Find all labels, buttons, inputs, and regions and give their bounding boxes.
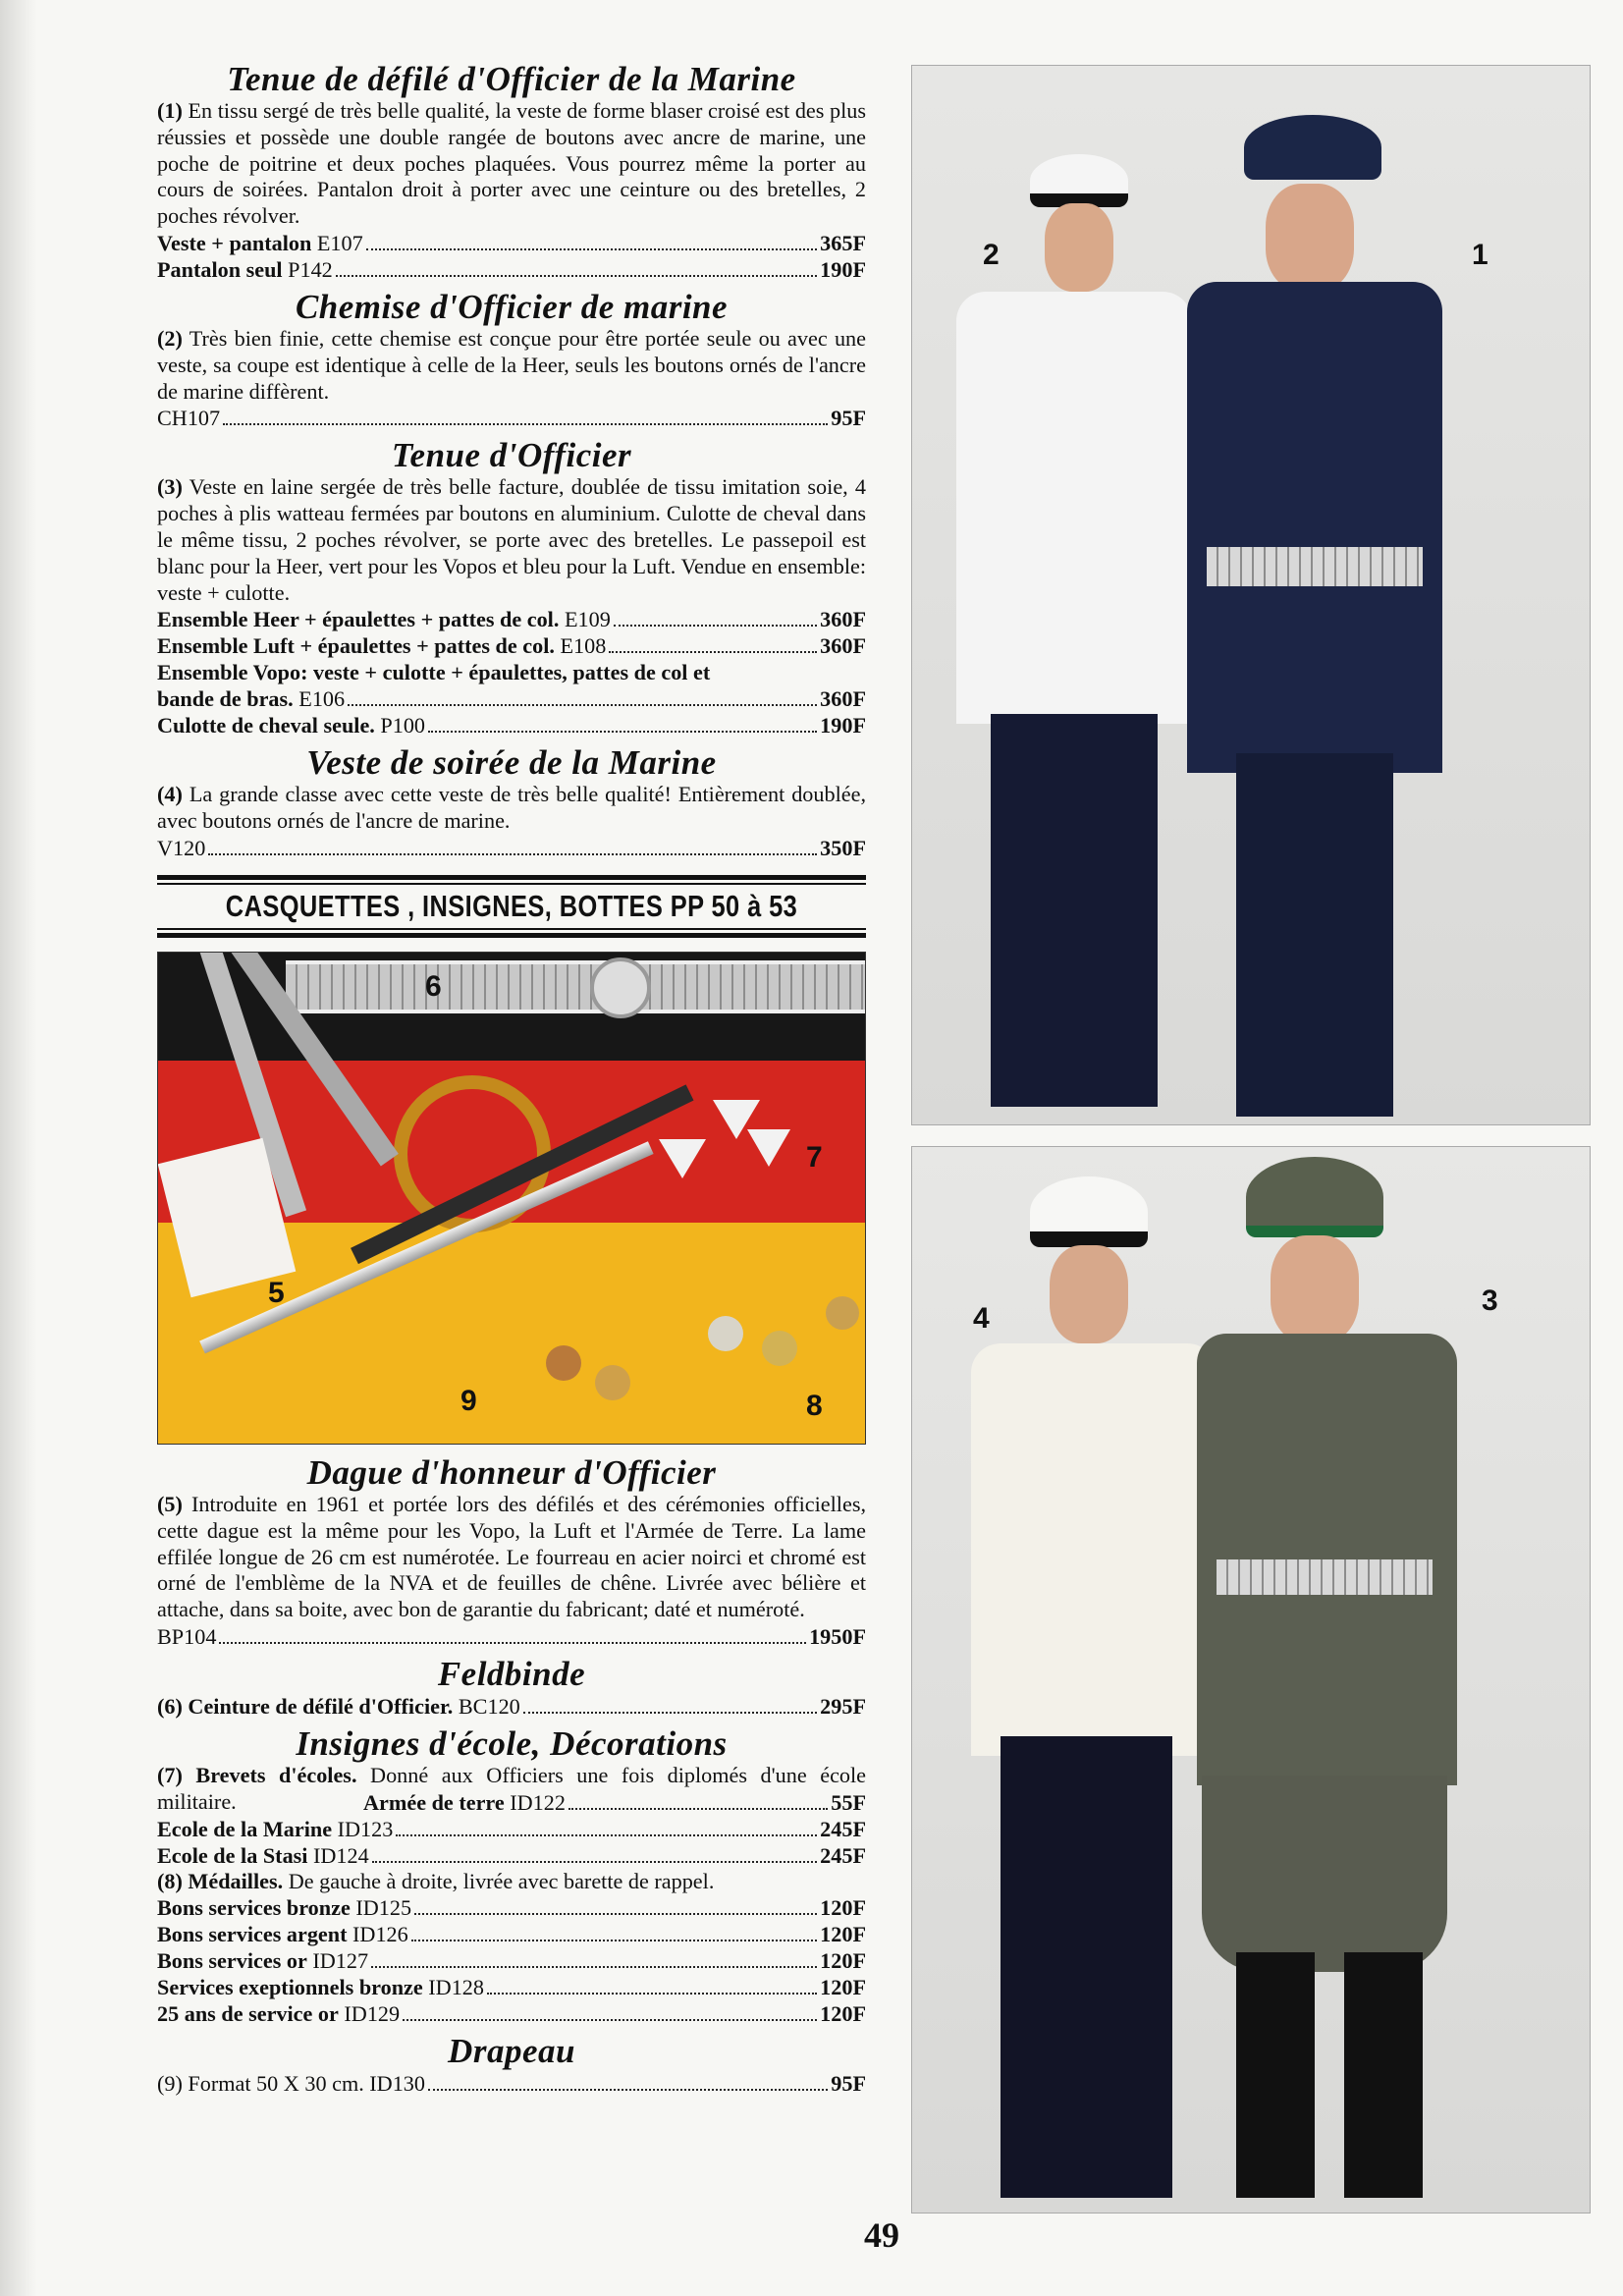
- buckle-graphic: [590, 957, 651, 1018]
- navy-cap-graphic: [1244, 115, 1381, 180]
- cross-reference-banner: [157, 875, 866, 938]
- price-line: Ensemble Heer + épaulettes + pattes de col. E109 360F: [157, 607, 866, 632]
- section-insignes: [157, 1725, 866, 2027]
- trousers-graphic: [1001, 1736, 1172, 2198]
- price-line: Ensemble Vopo: veste + culotte + épaulettes, pattes de col et bande de bras. E106 360F: [157, 660, 866, 712]
- price-line: 25 ans de service or ID129 120F: [157, 2001, 866, 2027]
- section-feldbinde: [157, 1656, 866, 1720]
- medal-graphic: [546, 1345, 581, 1381]
- price-line: V120 350F: [157, 835, 866, 860]
- belt-graphic: [1207, 547, 1423, 586]
- section-dague: [157, 1454, 866, 1650]
- price-line: Ecole de la Marine ID123 245F: [157, 1816, 866, 1841]
- section-title: Drapeau: [448, 2032, 575, 2071]
- price-line: (9) Format 50 X 30 cm. ID130 95F: [157, 2071, 866, 2097]
- text-column: [157, 61, 866, 2103]
- section-veste-soiree: [157, 744, 866, 861]
- white-shirt-graphic: [956, 292, 1192, 724]
- price-line: Bons services argent ID126 120F: [157, 1922, 866, 1947]
- section-text: (4) La grande classe avec cette veste de très belle qualité! Entièrement doublée, avec boutons ornés de l'ancre de marine.: [157, 782, 866, 834]
- section-title: Dague d'honneur d'Officier: [306, 1452, 717, 1492]
- page-gutter: [0, 0, 37, 2296]
- medal-graphic: [595, 1365, 630, 1400]
- item-label: 1: [1472, 239, 1488, 271]
- price-line: CH107 95F: [157, 406, 866, 431]
- white-cap-graphic: [1030, 154, 1128, 207]
- white-cap-graphic: [1030, 1176, 1148, 1247]
- item-label: 7: [806, 1140, 823, 1174]
- item-label: 8: [806, 1389, 823, 1422]
- medal-graphic: [762, 1331, 797, 1366]
- badge-graphic: [747, 1129, 790, 1167]
- boot-graphic: [1236, 1952, 1315, 2198]
- white-jacket-graphic: [971, 1343, 1217, 1756]
- price-line: Bons services bronze ID125 120F: [157, 1895, 866, 1921]
- section-title: Tenue d'Officier: [391, 436, 632, 475]
- navy-jacket-graphic: [1187, 282, 1442, 773]
- page-number: 49: [864, 2215, 899, 2255]
- section-title: Veste de soirée de la Marine: [306, 743, 717, 783]
- price-line: Culotte de cheval seule. P100 190F: [157, 713, 866, 738]
- price-line: Services exeptionnels bronze ID128 120F: [157, 1975, 866, 2000]
- section-text: (2) Très bien finie, cette chemise est conçue pour être portée seule ou avec une veste, sa coupe est identique à celle de la Heer, seuls les boutons ornés de l'ancre de marine diffèrent.: [157, 325, 866, 404]
- item-label: 6: [425, 969, 442, 1003]
- badge-graphic: [659, 1139, 706, 1178]
- uniform-photo-top: [911, 65, 1591, 1125]
- uniform-photo-bottom: [911, 1146, 1591, 2214]
- price-line: Bons services or ID127 120F: [157, 1948, 866, 1974]
- belt-graphic: [286, 960, 865, 1013]
- face-graphic: [1266, 184, 1354, 292]
- accessories-photo: [157, 952, 866, 1445]
- section-text: (7) Brevets d'écoles. Donné aux Officiers une fois diplomés d'une école militaire.: [157, 1762, 867, 1814]
- section-chemise: [157, 289, 866, 431]
- officer-cap-graphic: [1246, 1157, 1383, 1237]
- section-title: Insignes d'école, Décorations: [296, 1723, 728, 1763]
- price-line: Pantalon seul P142 190F: [157, 256, 866, 282]
- section-title: Chemise d'Officier de marine: [295, 287, 729, 326]
- face-graphic: [1050, 1245, 1128, 1343]
- section-text: (8) Médailles. De gauche à droite, livrée avec barette de rappel.: [157, 1868, 715, 1893]
- section-text: (3) Veste en laine sergée de très belle facture, doublée de tissu imitation soie, 4 poches à plis watteau fermées par boutons en aluminium. Culotte de cheval dans le même tissu, 2 poches révolver, se porte avec des bretelles. Le passepoil est blanc pour la Heer, vert pour les Vopos et bleu pour la Luft. Vendue en ensemble: veste + culotte.: [157, 474, 866, 605]
- section-title: Feldbinde: [437, 1654, 586, 1693]
- section-drapeau: [157, 2033, 866, 2097]
- boot-graphic: [1344, 1952, 1423, 2198]
- section-title: Tenue de défilé d'Officier de la Marine: [227, 60, 796, 98]
- section-text: (1) En tissu sergé de très belle qualité, la veste de forme blaser croisé est des plus réussies et possède une double rangée de boutons avec ancre de marine, une poche de poitrine et deux poches plaquées. Vous pourrez même la porter au cours de soirées. Pantalon droit à porter avec une ceinture ou des bretelles, 2 poches révolver.: [157, 98, 867, 229]
- price-line: Armée de terre ID122 55F: [363, 1789, 866, 1815]
- price-line: Ecole de la Stasi ID124 245F: [157, 1842, 866, 1868]
- section-tenue-officier: [157, 437, 866, 738]
- medal-graphic: [826, 1296, 859, 1330]
- price-line: Ensemble Luft + épaulettes + pattes de col. E108 360F: [157, 633, 866, 659]
- medal-graphic: [708, 1316, 743, 1351]
- trousers-graphic: [1236, 753, 1393, 1117]
- section-text: (5) Introduite en 1961 et portée lors des défilés et des cérémonies officielles, cette dague est la même pour les Vopo, la Luft et l'Armée de Terre. La lame effilée longue de 26 cm est numérotée. Le fourreau en acier noirci et chromé est orné de l'emblème de la NVA et de feuilles de chêne. Livrée avec bélière et attache, dans sa boite, avec bon de garantie du fabricant; daté et numéroté.: [157, 1491, 866, 1622]
- belt-graphic: [1217, 1559, 1433, 1595]
- item-label: 2: [983, 239, 1000, 271]
- breeches-graphic: [1202, 1776, 1447, 1972]
- face-graphic: [1045, 203, 1113, 292]
- price-line: (6) Ceinture de défilé d'Officier. BC120 295F: [157, 1693, 866, 1719]
- item-label: 4: [973, 1302, 990, 1335]
- face-graphic: [1271, 1235, 1359, 1343]
- item-label: 5: [268, 1276, 285, 1309]
- price-line: BP104 1950F: [157, 1623, 866, 1649]
- price-line: Veste + pantalon E107 365F: [157, 230, 866, 255]
- trousers-graphic: [991, 714, 1158, 1107]
- item-label: 9: [460, 1384, 477, 1417]
- banner-text: CASQUETTES , INSIGNES, BOTTES PP 50 à 53: [225, 888, 798, 923]
- item-label: 3: [1482, 1285, 1498, 1317]
- section-tenue-defile: [157, 61, 866, 283]
